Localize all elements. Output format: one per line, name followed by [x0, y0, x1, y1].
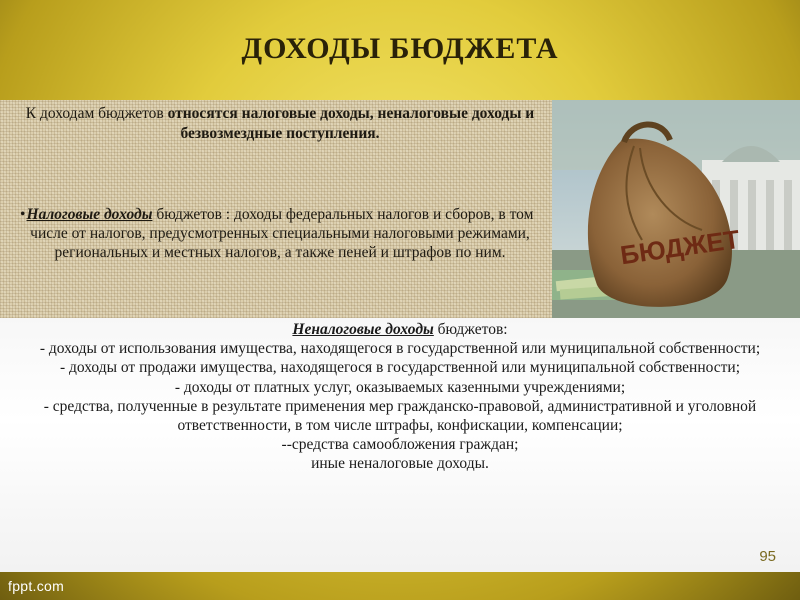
non-tax-income-panel — [0, 318, 800, 572]
slide-title: ДОХОДЫ БЮДЖЕТА — [241, 32, 559, 65]
non-tax-income-line: --средства самообложения граждан; — [281, 436, 519, 454]
intro-paragraph — [20, 104, 540, 144]
tax-income-paragraph — [20, 205, 540, 262]
page-number: 95 — [759, 548, 776, 565]
money-bag-photo — [552, 100, 800, 318]
intro-bold-text: относятся налоговые доходы, неналоговые доходы и безвозмездные поступления. — [167, 105, 535, 142]
bag-label: БЮДЖЕТ — [618, 223, 742, 271]
bullet-icon: • — [20, 206, 26, 223]
non-tax-income-heading — [10, 320, 790, 339]
non-tax-income-term-suffix: бюджетов: — [433, 321, 508, 338]
money-bag-illustration — [552, 100, 800, 318]
tax-income-text: бюджетов : доходы федеральных налогов и сборов, в том числе от налогов, предусмотренных специальными налоговыми режимами, региональных и местных налогов, а также пеней и штрафов по ним. — [30, 206, 534, 261]
site-watermark: fppt.com — [8, 578, 65, 594]
non-tax-income-line: иные неналоговые доходы. — [311, 455, 489, 473]
intro-plain-text: К доходам бюджетов — [25, 105, 168, 122]
non-tax-income-body — [10, 320, 790, 474]
non-tax-income-line: - доходы от продажи имущества, находящегося в государственной или муниципальной собственности; — [59, 359, 741, 377]
tax-income-term: Налоговые доходы — [26, 206, 153, 223]
non-tax-income-line: - доходы от использования имущества, находящегося в государственной или муниципальной собственности; — [39, 340, 761, 358]
non-tax-income-line: - средства, полученные в результате применения мер гражданско-правовой, административной и уголовной ответственности, в том числе штрафы, конфискации, компенсации; — [43, 397, 757, 435]
non-tax-income-line: - доходы от платных услуг, оказываемых казенными учреждениями; — [174, 378, 626, 396]
non-tax-income-term: Неналоговые доходы — [292, 321, 434, 338]
